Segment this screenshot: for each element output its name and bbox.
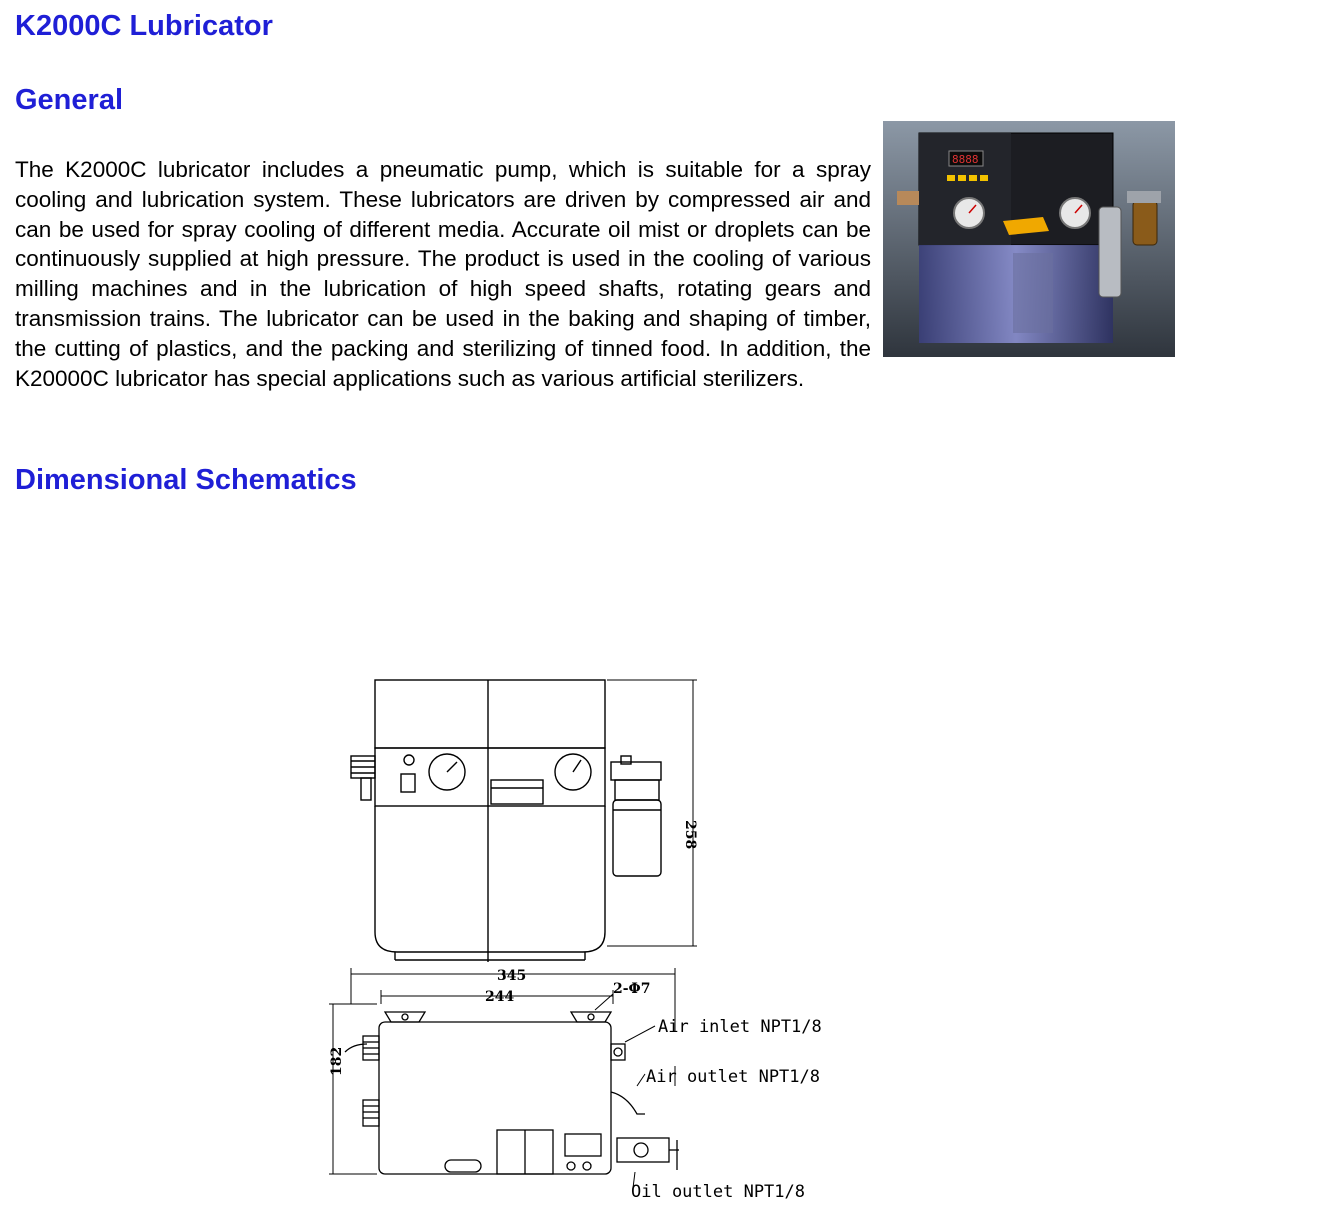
dimensions-heading: Dimensional Schematics	[15, 464, 357, 496]
holes-label: 2-Φ7	[613, 981, 651, 997]
photo-display-readout: 8888	[952, 153, 979, 166]
lubricator-photo-illustration	[883, 121, 1175, 357]
depth-dimension-label: 182	[329, 1046, 345, 1076]
height-dimension-label: 258	[682, 820, 698, 850]
general-heading: General	[15, 84, 123, 116]
width-dimension-label: 345	[497, 968, 527, 984]
general-body-text: The K2000C lubricator includes a pneumatic pump, which is suitable for a spray cooling and lubrication system. These lubricators are driven by compressed air and can be used for spray cooling of different media. Accurate oil mist or droplets can be continuously supplied at high pressure. The product is used in the cooling of various milling machines and in the lubrication of high speed shafts, rotating gears and transmission trains. The lubricator can be used in the baking and shaping of timber, the cutting of plastics, and the packing and sterilizing of tinned food. In addition, the K20000C lubricator has special applications such as various artificial sterilizers.	[15, 157, 871, 391]
mount-dimension-label: 244	[485, 989, 515, 1005]
general-section	[15, 155, 1175, 393]
product-photo	[883, 121, 1175, 357]
dimensional-schematic	[315, 652, 835, 1212]
front-view	[351, 680, 697, 962]
oil-outlet-label: Oil outlet NPT1/8	[631, 1182, 805, 1202]
page-title: K2000C Lubricator	[15, 10, 273, 42]
air-inlet-label: Air inlet NPT1/8	[658, 1017, 822, 1037]
air-outlet-label: Air outlet NPT1/8	[646, 1067, 820, 1087]
